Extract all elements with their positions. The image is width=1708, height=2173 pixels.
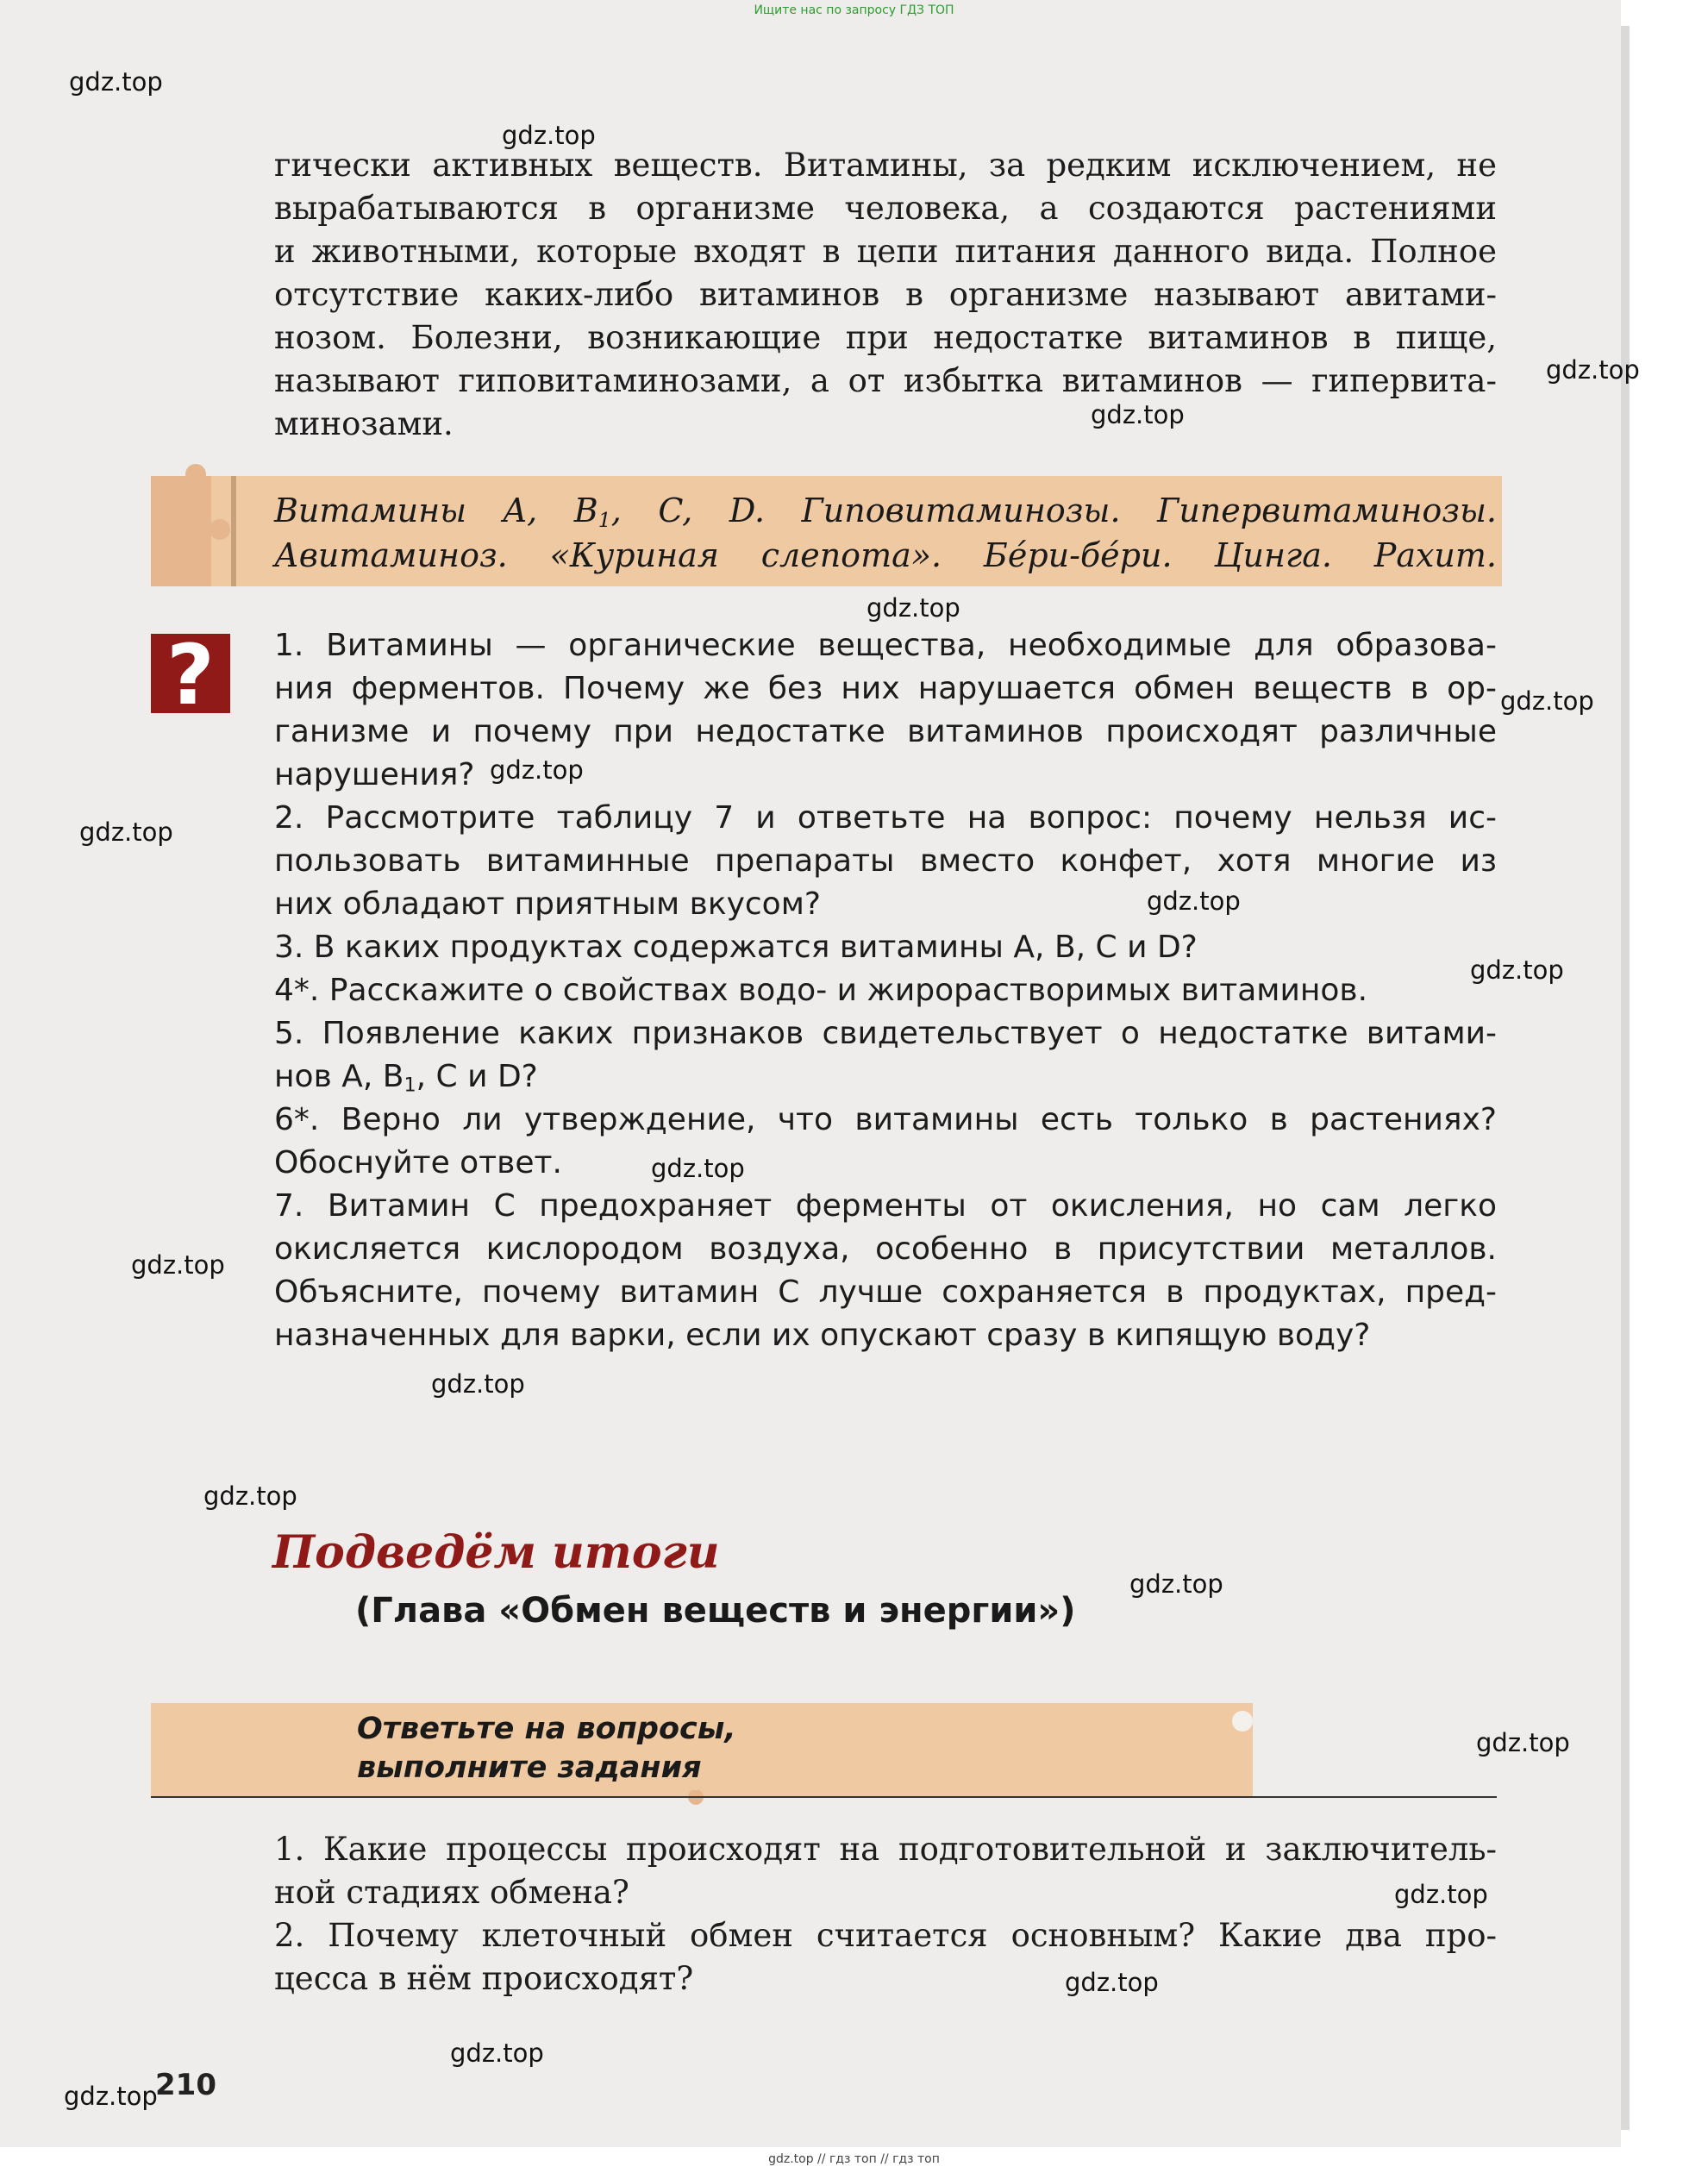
watermark: gdz.top: [450, 2038, 544, 2068]
keywords-text: Витамины A, B: [274, 492, 598, 529]
watermark: gdz.top: [502, 121, 596, 150]
question-line: 7. Витамин C предохраняет ферменты от окисления, но сам легко: [274, 1188, 1497, 1224]
puzzle-piece-icon: [151, 459, 237, 597]
question-line: Обоснуйте ответ.: [274, 1145, 562, 1180]
watermark: gdz.top: [79, 817, 173, 847]
question-subscript: 1: [404, 1074, 416, 1097]
watermark: gdz.top: [1147, 886, 1241, 916]
question-line: окисляется кислородом воздуха, особенно в присутствии металлов.: [274, 1231, 1497, 1267]
question-line: ния ферментов. Почему же без них нарушается обмен веществ в ор-: [274, 671, 1497, 706]
keywords-line: Авитаминоз. «Куриная слепота». Бéри-бéри. Цинга. Рахит.: [274, 536, 1497, 574]
watermark: gdz.top: [203, 1481, 297, 1511]
watermark: gdz.top: [1470, 955, 1564, 985]
divider: [151, 1796, 1497, 1798]
header-note: Ищите нас по запросу ГДЗ ТОП: [754, 3, 954, 17]
page-number: 210: [155, 2068, 216, 2102]
summary-item: цесса в нём происходят?: [274, 1960, 694, 1997]
intro-line: гически активных веществ. Витамины, за редким исключением, не: [274, 147, 1497, 184]
question-line: 2. Рассмотрите таблицу 7 и ответьте на вопрос: почему нельзя ис-: [274, 800, 1497, 836]
summary-item: 2. Почему клеточный обмен считается основным? Какие два про-: [274, 1917, 1497, 1954]
watermark: gdz.top: [69, 67, 163, 97]
watermark: gdz.top: [1065, 1968, 1159, 1997]
watermark: gdz.top: [64, 2082, 158, 2111]
question-line: ганизме и почему при недостатке витаминов происходят различные: [274, 714, 1497, 749]
question-line: нарушения?: [274, 757, 475, 792]
question-line: 6*. Верно ли утверждение, что витамины есть только в растениях?: [274, 1102, 1497, 1137]
question-text: нов A, B: [274, 1059, 404, 1094]
watermark: gdz.top: [1546, 355, 1640, 385]
watermark: gdz.top: [490, 755, 584, 785]
intro-line: минозами.: [274, 405, 454, 442]
question-line: 4*. Расскажите о свойствах водо- и жирорастворимых витаминов.: [274, 973, 1368, 1008]
question-text: , C и D?: [416, 1059, 538, 1094]
question-line: 1. Витамины — органические вещества, необходимые для образова-: [274, 628, 1497, 663]
summary-subtitle: (Глава «Обмен веществ и энергии»): [355, 1591, 1076, 1631]
watermark: gdz.top: [431, 1369, 525, 1399]
summary-item: ной стадиях обмена?: [274, 1874, 629, 1911]
intro-line: называют гиповитаминозами, а от избытка витаминов — гипервита-: [274, 362, 1497, 399]
intro-line: нозом. Болезни, возникающие при недостатке витаминов в пище,: [274, 319, 1497, 356]
watermark: gdz.top: [1129, 1569, 1223, 1599]
question-line: 5. Появление каких признаков свидетельствует о недостатке витами-: [274, 1016, 1497, 1051]
watermark: gdz.top: [1476, 1728, 1570, 1757]
task-heading: выполните задания: [357, 1750, 702, 1785]
summary-item: 1. Какие процессы происходят на подготовительной и заключитель-: [274, 1831, 1497, 1868]
summary-title: Подведём итоги: [272, 1526, 720, 1579]
keywords-text: , C, D. Гиповитаминозы. Гипервитаминозы.: [610, 492, 1497, 529]
question-line: назначенных для варки, если их опускают сразу в кипящую воду?: [274, 1318, 1371, 1353]
question-line: 3. В каких продуктах содержатся витамины A, B, C и D?: [274, 930, 1198, 965]
watermark: gdz.top: [1394, 1880, 1488, 1909]
question-line: [274, 1059, 1497, 1097]
keywords-subscript: 1: [597, 507, 611, 532]
question-line: них обладают приятным вкусом?: [274, 886, 821, 922]
intro-line: вырабатываются в организме человека, а создаются растениями: [274, 190, 1497, 227]
page-edge: [1621, 26, 1630, 2130]
question-line: пользовать витаминные препараты вместо конфет, хотя многие из: [274, 843, 1497, 879]
watermark: gdz.top: [1500, 686, 1594, 716]
puzzle-knob-icon: [685, 1790, 706, 1811]
question-line: Объясните, почему витамин C лучше сохраняется в продуктах, пред-: [274, 1274, 1497, 1310]
watermark: gdz.top: [867, 593, 960, 623]
intro-line: и животными, которые входят в цепи питания данного вида. Полное: [274, 233, 1497, 270]
watermark: gdz.top: [651, 1154, 745, 1183]
task-heading: Ответьте на вопросы,: [357, 1712, 736, 1746]
footer-note: gdz.top // гдз топ // гдз топ: [768, 2152, 940, 2166]
watermark: gdz.top: [131, 1250, 225, 1280]
watermark: gdz.top: [1091, 400, 1185, 429]
puzzle-knob-icon: [1229, 1707, 1263, 1742]
keywords-line: [274, 492, 1497, 532]
intro-line: отсутствие каких-либо витаминов в организме называют авитами-: [274, 276, 1497, 313]
keywords-divider: [231, 476, 236, 586]
question-icon: ?: [151, 634, 230, 713]
